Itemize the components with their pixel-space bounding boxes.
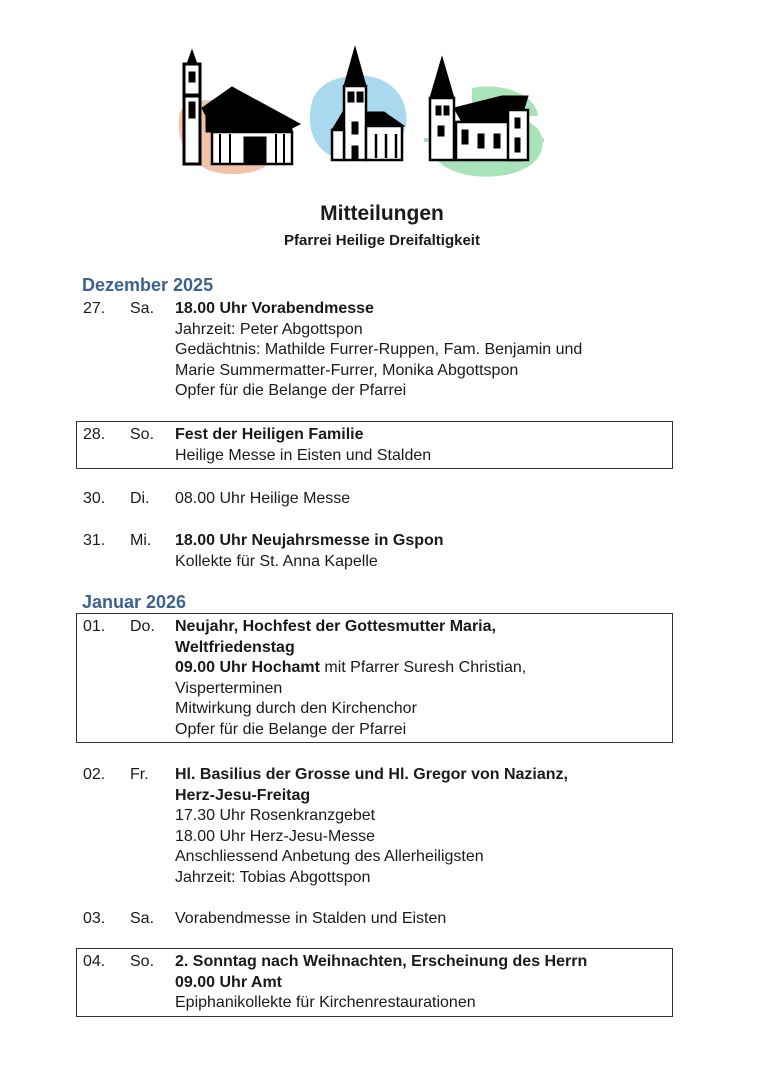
entry-31 [76,527,673,575]
entry-day: 30. [83,490,106,507]
entry-line: Jahrzeit: Tobias Abgottspon [175,868,371,886]
entry-day: 03. [83,910,106,927]
entry-weekday: So. [130,953,155,970]
entry-day: 04. [83,953,106,970]
entry-weekday: Mi. [130,532,152,549]
entry-day: 01. [83,618,106,635]
entry-04 [76,948,673,1017]
entry-30 [76,485,673,513]
entry-line: Mitwirkung durch den Kirchenchor [175,700,417,717]
entry-line: Anschliessend Anbetung des Allerheiligsten [175,848,484,865]
entry-weekday: Di. [130,490,150,507]
entry-day: 28. [83,426,106,443]
entry-line: 18.00 Uhr Vorabendmesse [175,300,374,317]
entry-day: 31. [83,532,106,549]
entry-03 [76,905,673,933]
entry-line: Heilige Messe in Eisten und Stalden [175,446,432,464]
entry-day: 02. [83,766,106,783]
entry-line: 08.00 Uhr Heilige Messe [175,490,351,507]
entry-body [175,299,672,402]
entry-line: Vorabendmesse in Stalden und Eisten [175,910,447,927]
entry-line-bold: 09.00 Uhr Hochamt [175,659,320,676]
entry-line: Visperterminen [175,679,283,697]
entry-body [175,909,672,930]
entry-line: Hl. Basilius der Grosse und Hl. Gregor von Nazianz, [175,766,568,783]
page-subtitle: Pfarrei Heilige Dreifaltigkeit [284,232,480,249]
entry-01 [76,613,673,743]
entry-27 [76,295,673,405]
month-heading: Januar 2026 [82,592,187,612]
entry-02 [76,761,673,891]
entry-line: Herz-Jesu-Freitag [175,786,311,804]
entry-line: Epiphanikollekte für Kirchenrestaurationen [175,994,476,1011]
three-churches-logo-icon [172,42,552,182]
entry-body [175,489,672,510]
entry-body [175,531,672,572]
entry-line: Opfer für die Belange der Pfarrei [175,382,407,399]
page-title: Mitteilungen [320,202,444,225]
entry-line: 17.30 Uhr Rosenkranzgebet [175,807,376,824]
entry-line: 2. Sonntag nach Weihnachten, Erscheinung des Herrn [175,953,588,970]
month-heading: Dezember 2025 [82,275,214,295]
entry-line: Neujahr, Hochfest der Gottesmutter Maria, [175,618,496,635]
entry-line: Weltfriedenstag [175,638,295,656]
entry-body [175,765,672,888]
entry-28 [76,421,673,469]
entry-line: 09.00 Uhr Amt [175,973,282,991]
entry-line: 18.00 Uhr Neujahrsmesse in Gspon [175,532,444,549]
entry-line: 18.00 Uhr Herz-Jesu-Messe [175,827,376,845]
entry-line: Opfer für die Belange der Pfarrei [175,720,407,738]
entry-weekday: Fr. [130,766,149,783]
entry-body [175,617,672,740]
entry-body [175,425,672,466]
entry-line [175,658,672,679]
entry-weekday: Sa. [130,910,155,927]
entry-line-text: mit Pfarrer Suresh Christian, [319,659,527,676]
entry-weekday: So. [130,426,155,443]
entry-line: Marie Summermatter-Furrer, Monika Abgottspon [175,361,519,379]
entry-line: Jahrzeit: Peter Abgottspon [175,320,363,338]
entry-day: 27. [83,300,106,317]
entry-weekday: Do. [130,618,155,635]
entry-line: Fest der Heiligen Familie [175,426,364,443]
entry-line: Gedächtnis: Mathilde Furrer-Ruppen, Fam. Benjamin und [175,341,583,358]
entry-body [175,952,672,1014]
entry-weekday: Sa. [130,300,155,317]
entry-line: Kollekte für St. Anna Kapelle [175,552,378,570]
